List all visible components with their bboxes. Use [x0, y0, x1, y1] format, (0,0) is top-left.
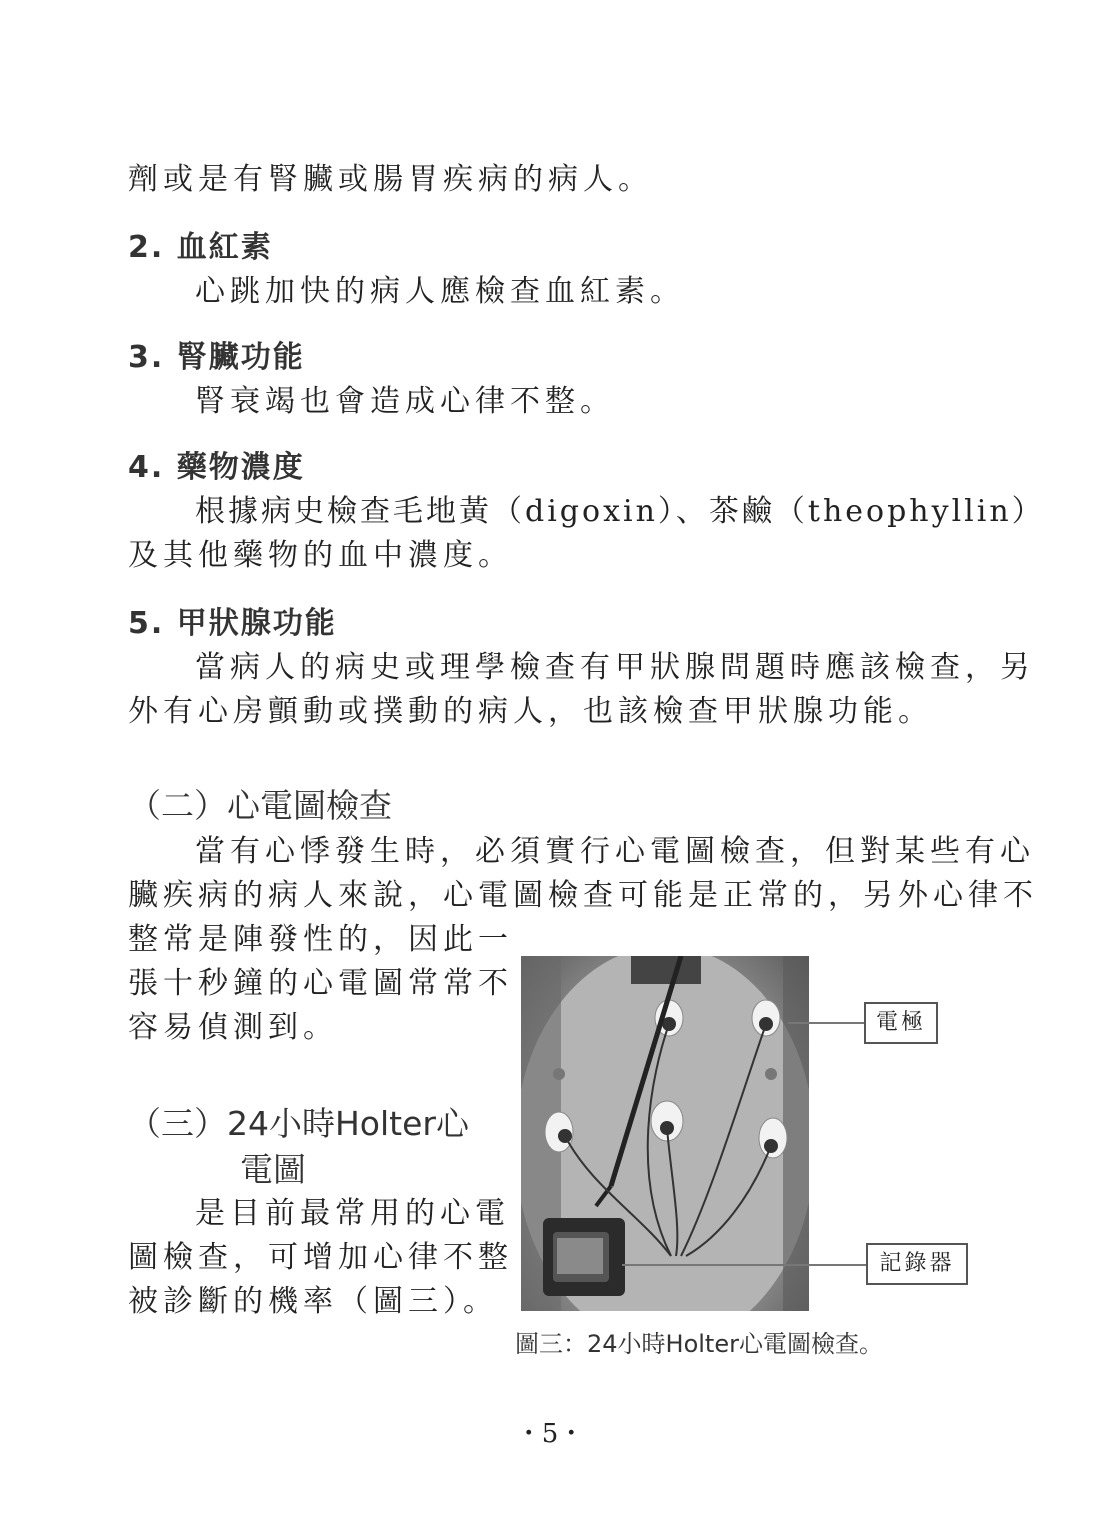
section-holter-line-1: 是目前最常用的心電	[195, 1196, 510, 1231]
section-holter-line-2: 圖檢查，可增加心律不整	[128, 1240, 513, 1275]
item-text-thyroid-2: 外有心房顫動或撲動的病人，也該檢查甲狀腺功能。	[128, 694, 933, 729]
item-text-hemoglobin: 心跳加快的病人應檢查血紅素。	[195, 274, 685, 309]
item-heading-drug-level: 4. 藥物濃度	[128, 450, 305, 485]
section-holter-line-3: 被診斷的機率（圖三）。	[128, 1284, 498, 1319]
section-ecg-line-4: 張十秒鐘的心電圖常常不	[128, 966, 513, 1001]
item-heading-hemoglobin: 2. 血紅素	[128, 230, 273, 265]
section-ecg-line-1: 當有心悸發生時，必須實行心電圖檢查，但對某些有心	[195, 834, 1035, 869]
recorder-callout: 記錄器	[866, 1243, 968, 1285]
electrode-callout: 電極	[864, 1002, 938, 1044]
section-ecg-line-3: 整常是陣發性的，因此一	[128, 922, 513, 957]
holter-photo-illustration	[521, 956, 809, 1311]
section-holter-title-2: 電圖	[240, 1150, 306, 1189]
section-ecg-line-2: 臟疾病的病人來說，心電圖檢查可能是正常的，另外心律不	[128, 878, 1038, 913]
intro-line: 劑或是有腎臟或腸胃疾病的病人。	[128, 162, 653, 197]
item-heading-kidney: 3. 腎臟功能	[128, 340, 305, 375]
section-ecg-line-5: 容易偵測到。	[128, 1010, 338, 1045]
page-number: ・5・	[515, 1419, 585, 1449]
holter-photo	[521, 956, 809, 1311]
recorder-leader-line	[622, 1264, 866, 1266]
electrode-leader-line	[788, 1022, 864, 1024]
section-ecg-title: （二）心電圖檢查	[128, 786, 392, 825]
item-text-drug-level-1: 根據病史檢查毛地黃（digoxin）、茶鹼（theophyllin）	[195, 494, 1045, 529]
item-text-kidney: 腎衰竭也會造成心律不整。	[195, 384, 615, 419]
item-heading-thyroid: 5. 甲狀腺功能	[128, 606, 337, 641]
item-text-thyroid-1: 當病人的病史或理學檢查有甲狀腺問題時應該檢查，另	[195, 650, 1035, 685]
section-holter-title-1: （三）24小時Holter心	[128, 1104, 469, 1143]
figure-caption: 圖三：24小時Holter心電圖檢查。	[515, 1330, 883, 1358]
item-text-drug-level-2: 及其他藥物的血中濃度。	[128, 538, 513, 573]
